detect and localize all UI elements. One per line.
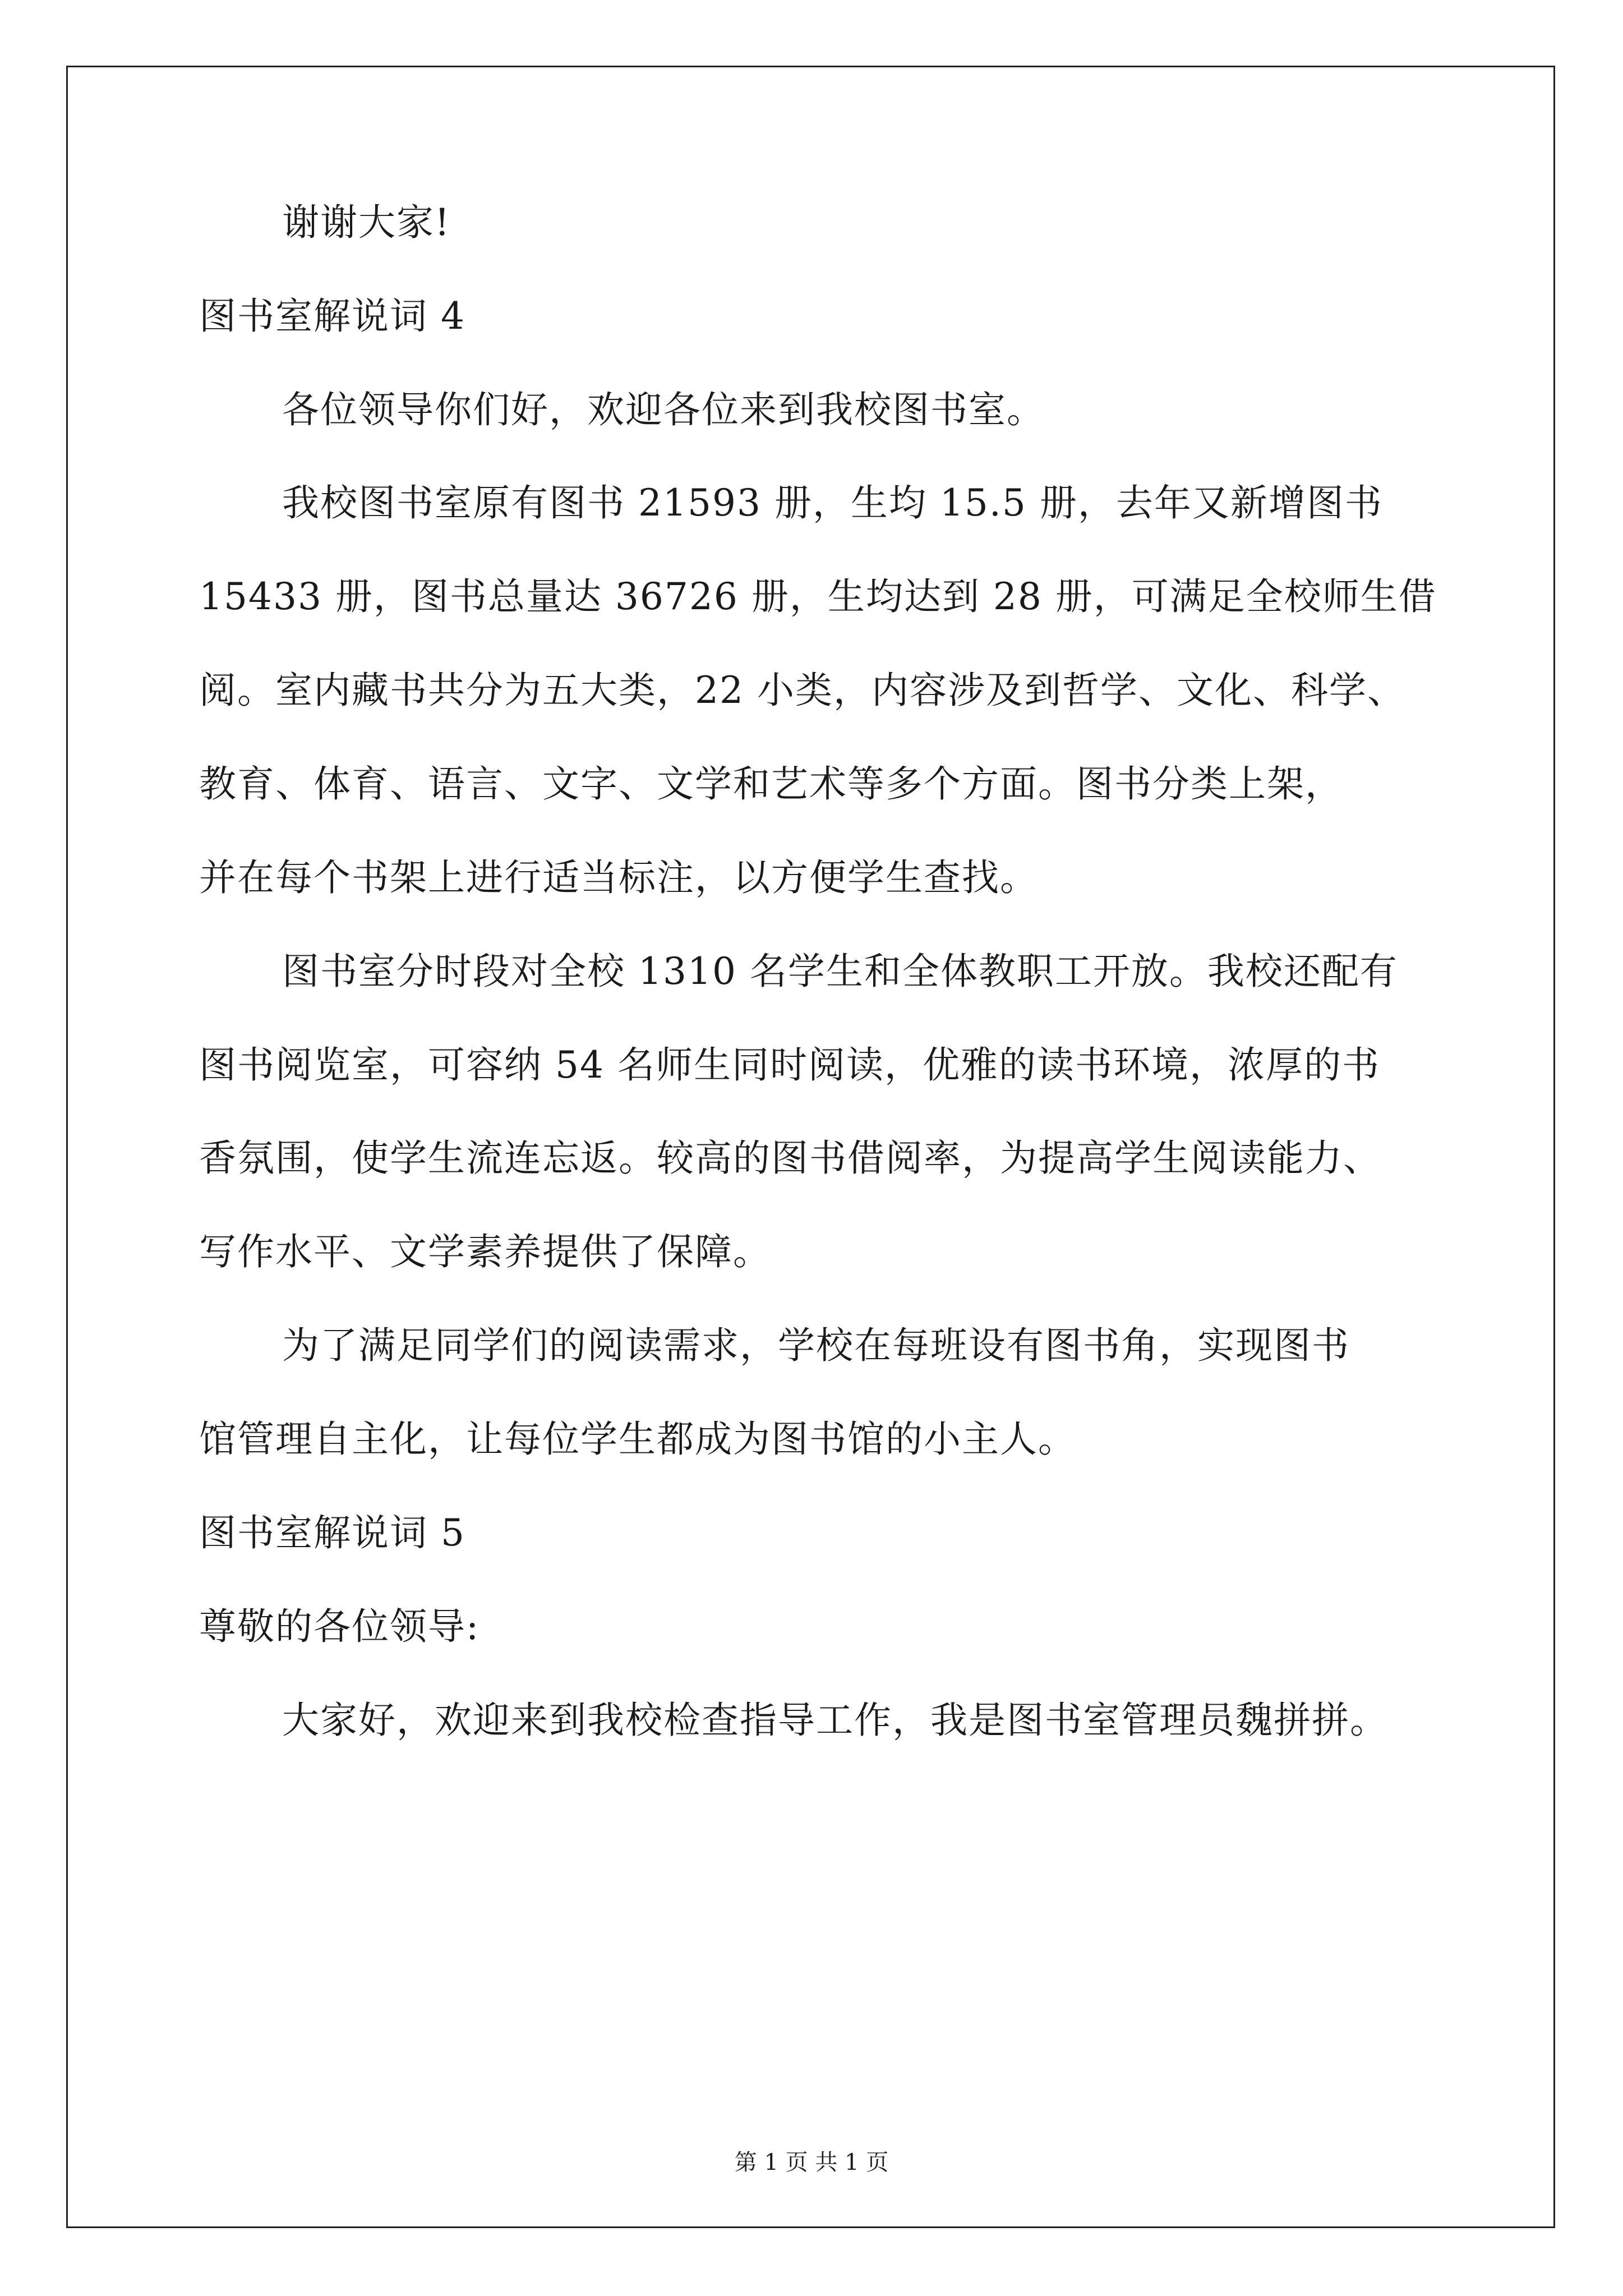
paragraph-line: 馆管理自主化，让每位学生都成为图书馆的小主人。 (199, 1418, 1076, 1461)
paragraph-line: 写作水平、文学素养提供了保障。 (199, 1230, 771, 1273)
paragraph-line: 15433 册，图书总量达 36726 册，生均达到 28 册，可满足全校师生借 (199, 575, 1437, 618)
paragraph-line: 香氛围，使学生流连忘返。较高的图书借阅率，为提高学生阅读能力、 (199, 1137, 1381, 1180)
paragraph-line: 图书阅览室，可容纳 54 名师生同时阅读，优雅的读书环境，浓厚的书 (199, 1043, 1380, 1087)
paragraph-line: 为了满足同学们的阅读需求，学校在每班设有图书角，实现图书 (282, 1324, 1350, 1367)
paragraph-line: 我校图书室原有图书 21593 册，生均 15.5 册，去年又新增图书 (282, 481, 1383, 524)
section-heading-4: 图书室解说词 4 (199, 295, 465, 338)
paragraph-line: 图书室分时段对全校 1310 名学生和全体教职工开放。我校还配有 (282, 950, 1398, 993)
page-number-footer: 第 1 页 共 1 页 (734, 2150, 889, 2175)
paragraph-line: 阅。室内藏书共分为五大类，22 小类，内容涉及到哲学、文化、科学、 (199, 669, 1405, 712)
salutation-line: 尊敬的各位领导: (199, 1605, 480, 1648)
paragraph-line: 各位领导你们好，欢迎各位来到我校图书室。 (282, 388, 1045, 431)
paragraph-line: 并在每个书架上进行适当标注，以方便学生查找。 (199, 856, 1038, 899)
paragraph-line: 大家好，欢迎来到我校检查指导工作，我是图书室管理员魏拼拼。 (282, 1699, 1388, 1742)
closing-line: 谢谢大家! (282, 201, 451, 244)
section-heading-5: 图书室解说词 5 (199, 1511, 465, 1554)
paragraph-line: 教育、体育、语言、文字、文学和艺术等多个方面。图书分类上架， (199, 762, 1343, 806)
